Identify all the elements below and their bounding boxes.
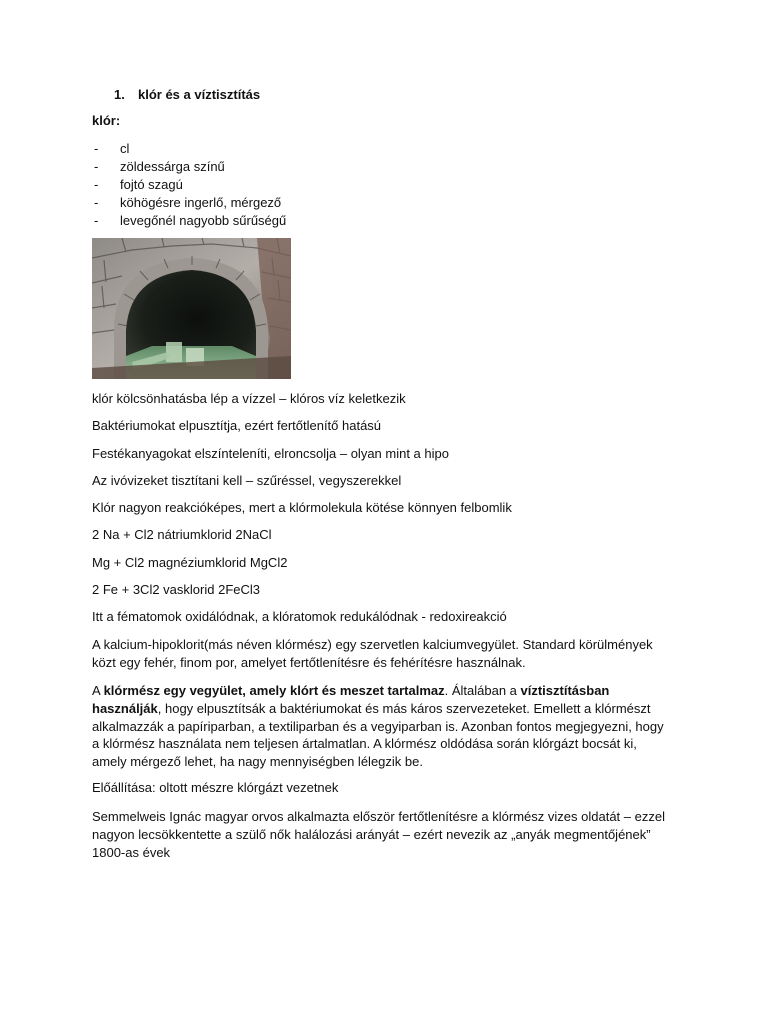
bullet-marker: - [94,159,99,174]
paragraph-text: , hogy elpusztítsák a baktériumokat és más káros szervezeteket. Emellett a klórmészt alkalmazzák a papíriparban, a textiliparban és a vegyiparban is. Azonban fontos megjegyezni, hogy a klórmész használata nem teljesen ártalmatlan. A klórmész oldódása során klórgázt bocsát ki, amely mérgező lehet, ha nagy mennyiségben lélegzik be. [92,700,664,770]
tunnel-photo [92,238,291,379]
text-lines [92,390,672,636]
paragraph-semmelweis: Semmelweis Ignác magyar orvos alkalmazta először fertőtlenítésre a klórmész vizes oldatát – ezzel nagyon lecsökkentette a szülő nők halálozási arányát – ezért nevezik az „anyák megmentőjének” 1800-as évek [92,809,665,860]
list-item-text: levegőnél nagyobb sűrűségű [120,213,287,228]
subheading: klór: [92,113,121,128]
equation-line: 2 Fe + 3Cl2 vasklorid 2FeCl3 [92,582,260,598]
paragraph-production: Előállítása: oltott mészre klórgázt vezetnek [92,780,339,795]
paragraph-chlorinated-lime [92,682,672,771]
equation-line: 2 Na + Cl2 nátriumklorid 2NaCl [92,527,272,543]
list-item [92,212,286,230]
list-item-text: cl [120,141,130,156]
bold-text: víztisztításban használják [92,683,610,716]
paragraph-text: A [92,683,104,698]
heading-number: 1. [114,87,125,102]
text-line: Festékanyagokat elszínteleníti, elroncsolja – olyan mint a hipo [92,445,449,461]
text-line: Baktériumokat elpusztítja, ezért fertőtlenítő hatású [92,418,382,434]
text-line: Klór nagyon reakcióképes, mert a klórmolekula kötése könnyen felbomlik [92,500,512,516]
list-item [92,194,286,212]
heading-title: klór és a víztisztítás [138,87,261,102]
list-item [92,176,286,194]
list-item-text: köhögésre ingerlő, mérgező [120,195,282,210]
text-line: klór kölcsönhatásba lép a vízzel – klóros víz keletkezik [92,391,406,406]
list-item [92,140,286,158]
text-line: Itt a fématomok oxidálódnak, a klóratomok redukálódnak - redoxireakció [92,609,507,625]
list-item [92,158,286,176]
paragraph-calcium-hypochlorite: A kalcium-hipoklorit(más néven klórmész) egy szervetlen kalciumvegyület. Standard körülmények közt egy fehér, finom por, amelyet fertőtlenítésre és fehérítésre használnak. [92,637,653,670]
bullet-marker: - [94,195,99,210]
bullet-marker: - [94,213,99,228]
bullet-marker: - [94,177,99,192]
list-item-text: zöldessárga színű [120,159,225,174]
text-line: Az ivóvizeket tisztítani kell – szűréssel, vegyszerekkel [92,472,402,488]
list-item-text: fojtó szagú [120,177,183,192]
bold-text: klórmész egy vegyület, amely klórt és meszet tartalmaz [103,683,445,698]
equation-line: Mg + Cl2 magnéziumklorid MgCl2 [92,554,288,570]
section-heading [114,87,260,102]
property-list [92,140,286,230]
bullet-marker: - [94,141,99,156]
paragraph-text: . Általában a [444,683,521,698]
